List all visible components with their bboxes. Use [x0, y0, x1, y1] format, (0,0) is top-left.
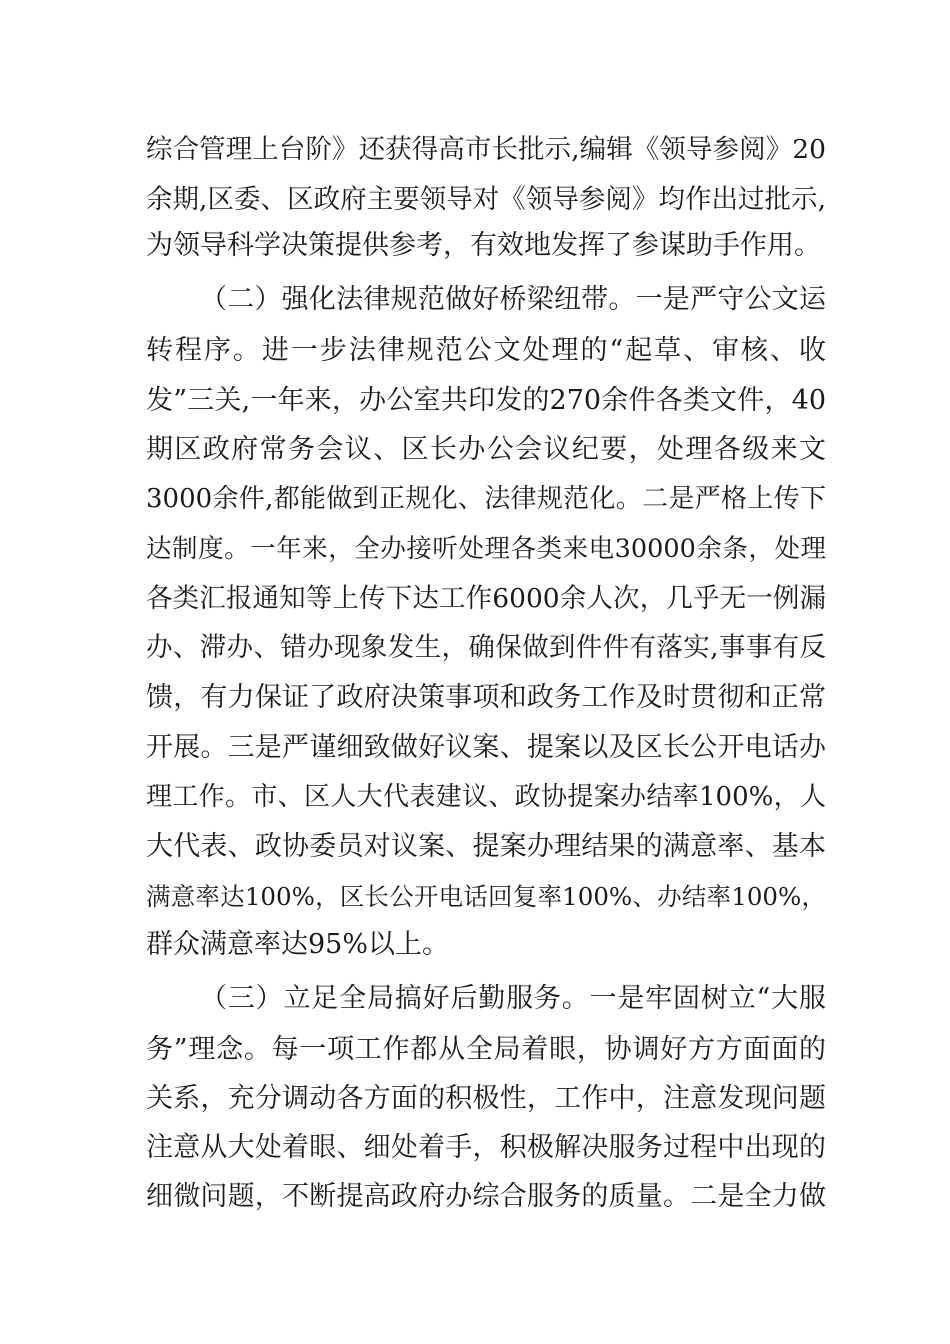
text-line: 理工作。市、区人大代表建议、政协提案办结率100%，人 — [146, 782, 826, 812]
text-line: 关系，充分调动各方面的积极性，工作中，注意发现问题 — [146, 1083, 826, 1114]
text-line: 馈，有力保证了政府决策事项和政务工作及时贯彻和正常 — [146, 682, 826, 713]
text-line: 群众满意率达95%以上。 — [146, 929, 450, 960]
paragraph-heading-line: （二）强化法律规范做好桥梁纽带。一是严守公文运 — [200, 284, 826, 315]
text-line: 各类汇报通知等上传下达工作6000余人次，几乎无一例漏 — [146, 583, 826, 614]
text-line: 达制度。一年来，全办接听处理各类来电30000余条，处理 — [146, 534, 826, 564]
text-line: 综合管理上台阶》还获得高市长批示,编辑《领导参阅》20 — [146, 134, 826, 165]
text-line: 发”三关,一年来，办公室共印发的270余件各类文件，40 — [146, 385, 826, 416]
text-line: 务”理念。每一项工作都从全局着眼，协调好方方面面的 — [146, 1034, 826, 1065]
paragraph-heading-line: （三）立足全局搞好后勤服务。一是牢固树立“大服 — [200, 983, 826, 1014]
text-line: 余期,区委、区政府主要领导对《领导参阅》均作出过批示, — [146, 184, 826, 215]
text-line: 转程序。进一步法律规范公文处理的“起草、审核、收 — [146, 335, 826, 366]
text-line: 期区政府常务会议、区长办公会议纪要，处理各级来文 — [146, 434, 826, 465]
text-line: 大代表、政协委员对议案、提案办理结果的满意率、基本 — [146, 831, 826, 862]
text-line: 满意率达100%，区长公开电话回复率100%、办结率100%， — [146, 882, 826, 911]
text-line: 为领导科学决策提供参考，有效地发挥了参谋助手作用。 — [146, 230, 821, 261]
text-line: 3000余件,都能做到正规化、法律规范化。二是严格上传下 — [146, 484, 826, 514]
text-line: 办、滞办、错办现象发生，确保做到件件有落实,事事有反 — [146, 632, 826, 663]
text-line: 注意从大处着眼、细处着手，积极解决服务过程中出现的 — [146, 1132, 826, 1163]
text-line: 细微问题，不断提高政府办综合服务的质量。二是全力做 — [146, 1181, 826, 1212]
text-line: 开展。三是严谨细致做好议案、提案以及区长公开电话办 — [146, 732, 826, 763]
